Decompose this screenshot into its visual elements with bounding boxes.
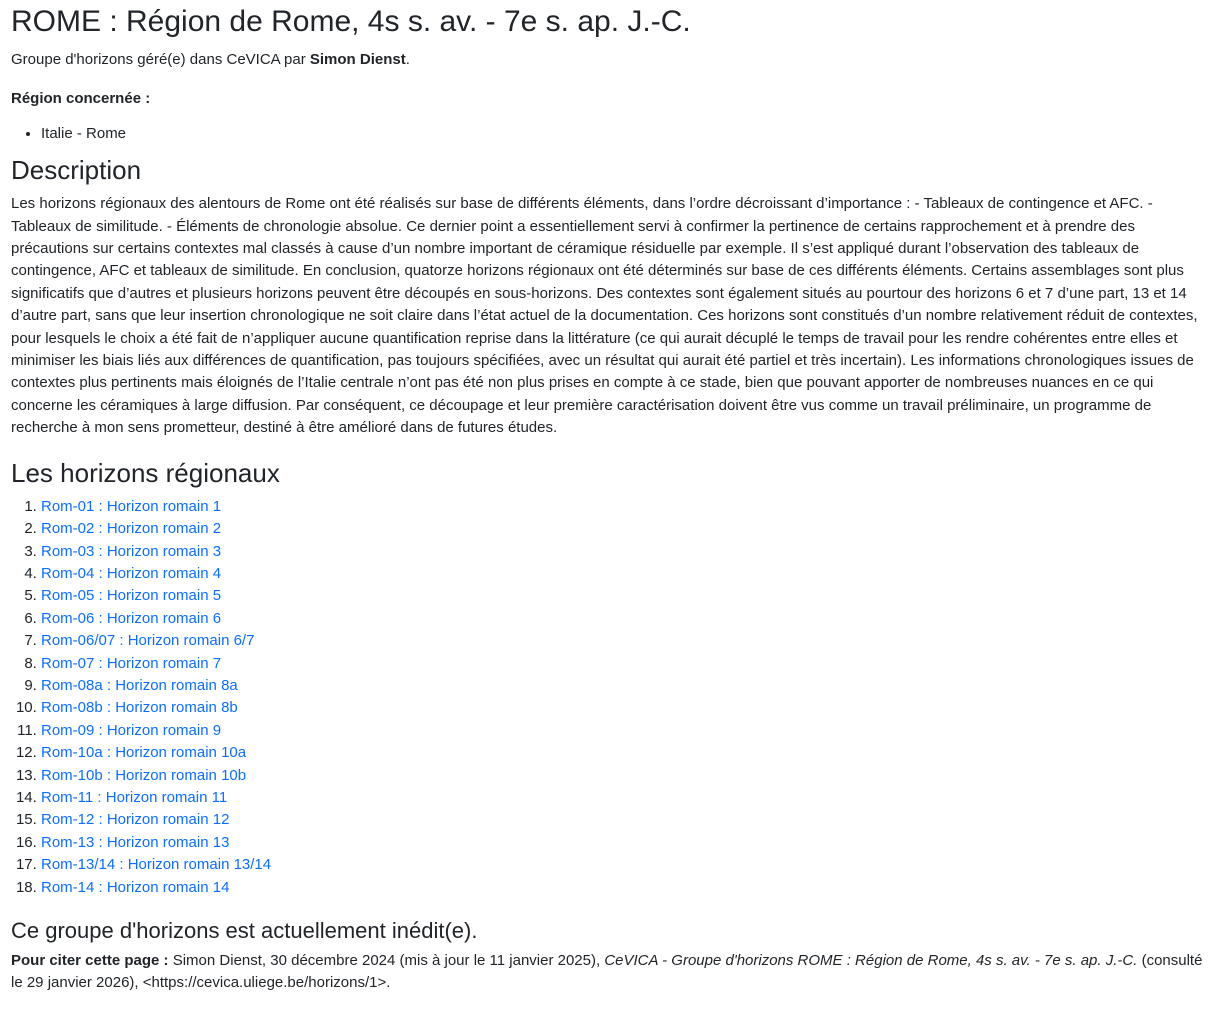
horizon-item (41, 518, 1213, 540)
horizon-link-rom-04[interactable]: Rom-04 : Horizon romain 4 (41, 564, 222, 582)
horizon-link-rom-13[interactable]: Rom-13 : Horizon romain 13 (41, 833, 230, 851)
horizon-link-rom-02[interactable]: Rom-02 : Horizon romain 2 (41, 520, 222, 538)
citation-text-after: (consulté le 29 janvier 2026), <https://cevica.uliege.be/horizons/1>. (11, 952, 1203, 992)
horizon-item (41, 787, 1213, 809)
horizon-link-rom-14[interactable]: Rom-14 : Horizon romain 14 (41, 878, 230, 896)
horizon-link-rom-12[interactable]: Rom-12 : Horizon romain 12 (41, 811, 230, 829)
horizons-list (11, 496, 1213, 899)
horizon-link-rom-08a[interactable]: Rom-08a : Horizon romain 8a (41, 676, 238, 694)
horizon-item (41, 630, 1213, 652)
managed-by-line (11, 49, 1213, 71)
horizon-link-rom-05[interactable]: Rom-05 : Horizon romain 5 (41, 587, 222, 605)
horizon-item (41, 854, 1213, 876)
horizon-item (41, 832, 1213, 854)
citation-text-before: Simon Dienst, 30 décembre 2024 (mis à jour le 11 janvier 2025), (168, 952, 605, 969)
horizon-item (41, 496, 1213, 518)
horizon-link-rom-10b[interactable]: Rom-10b : Horizon romain 10b (41, 766, 247, 784)
horizon-item (41, 608, 1213, 630)
page-content (0, 4, 1224, 995)
region-list (11, 123, 1213, 145)
description-heading: Description (11, 155, 142, 186)
horizon-link-rom-01[interactable]: Rom-01 : Horizon romain 1 (41, 497, 222, 515)
region-label: Région concernée : (11, 90, 151, 108)
horizon-item (41, 877, 1213, 899)
horizon-item (41, 675, 1213, 697)
author-name: Simon Dienst (309, 51, 406, 68)
horizon-link-rom-03[interactable]: Rom-03 : Horizon romain 3 (41, 542, 222, 560)
horizon-link-rom-08b[interactable]: Rom-08b : Horizon romain 8b (41, 699, 238, 717)
horizon-item (41, 765, 1213, 787)
horizon-item (41, 653, 1213, 675)
managed-suffix: . (405, 51, 410, 68)
citation-label: Pour citer cette page : (11, 952, 169, 969)
horizon-link-rom-10a[interactable]: Rom-10a : Horizon romain 10a (41, 744, 247, 762)
horizon-item (41, 585, 1213, 607)
horizon-link-rom-09[interactable]: Rom-09 : Horizon romain 9 (41, 721, 222, 739)
horizon-item (41, 720, 1213, 742)
horizon-link-rom-06-07[interactable]: Rom-06/07 : Horizon romain 6/7 (41, 632, 255, 650)
horizon-item (41, 541, 1213, 563)
horizon-link-rom-13-14[interactable]: Rom-13/14 : Horizon romain 13/14 (41, 856, 272, 874)
horizon-link-rom-06[interactable]: Rom-06 : Horizon romain 6 (41, 609, 222, 627)
horizon-item (41, 742, 1213, 764)
citation-title: CeVICA - Groupe d'horizons ROME : Région de Rome, 4s s. av. - 7e s. ap. J.-C. (604, 952, 1138, 969)
page-title: ROME : Région de Rome, 4s s. av. - 7e s. ap. J.-C. (11, 5, 691, 38)
horizon-item (41, 809, 1213, 831)
description-text: Les horizons régionaux des alentours de Rome ont été réalisés sur base de différents éléments, dans l’ordre décroissant d’importance : - Tableaux de contingence et AFC. - Tableaux de similitude. - Éléments de chronologie absolue. Ce dernier point a essentiellement servi à confirmer la pertinence de certains rapprochement et à prendre des précautions sur certains contextes mal classés à cause d’un nombre important de céramique résiduelle par exemple. Il s’est appliqué durant l’observation des tableaux de contingence, AFC et tableaux de similitude. En conclusion, quatorze horizons régionaux ont été déterminés sur base de ces différents éléments. Certains assemblages sont plus significatifs que d’autres et plusieurs horizons peuvent être découpés en sous-horizons. Des contextes sont également situés au pourtour des horizons 6 et 7 d’une part, 13 et 14 d’autre part, sans que leur insertion chronologique ne soit claire dans l’état actuel de la documentation. Ces horizons sont constitués d’un nombre relativement réduit de contextes, pour lesquels le choix a été fait de n’appliquer aucune quantification reprise dans la littérature (ce qui aurait décuplé le temps de travail pour les rendre cohérentes entre elles et minimiser les biais liés aux différences de quantification, pas toujours spécifiées, avec un résultat qui aurait été partiel et très incertain). Les informations chronologiques issues de contextes plus pertinents mais éloignés de l’Italie centrale n’ont pas été non plus prises en compte à ce stade, bien que pouvant apporter de nombreuses nuances en ce qui concerne les céramiques à large diffusion. Par conséquent, ce découpage et leur première caractérisation doivent être vus comme un travail préliminaire, un programme de recherche à mon sens prometteur, destiné à être amélioré dans de futures études. (11, 195, 1198, 437)
horizons-heading: Les horizons régionaux (11, 457, 280, 488)
horizon-link-rom-11[interactable]: Rom-11 : Horizon romain 11 (41, 788, 228, 806)
region-item: • Italie - Rome (41, 123, 1213, 145)
horizon-link-rom-07[interactable]: Rom-07 : Horizon romain 7 (41, 654, 222, 672)
horizon-item (41, 697, 1213, 719)
managed-prefix: Groupe d'horizons géré(e) dans CeVICA par (11, 51, 310, 68)
status-heading: Ce groupe d'horizons est actuellement inédit(e). (11, 918, 478, 943)
horizon-item (41, 563, 1213, 585)
citation (11, 950, 1213, 995)
